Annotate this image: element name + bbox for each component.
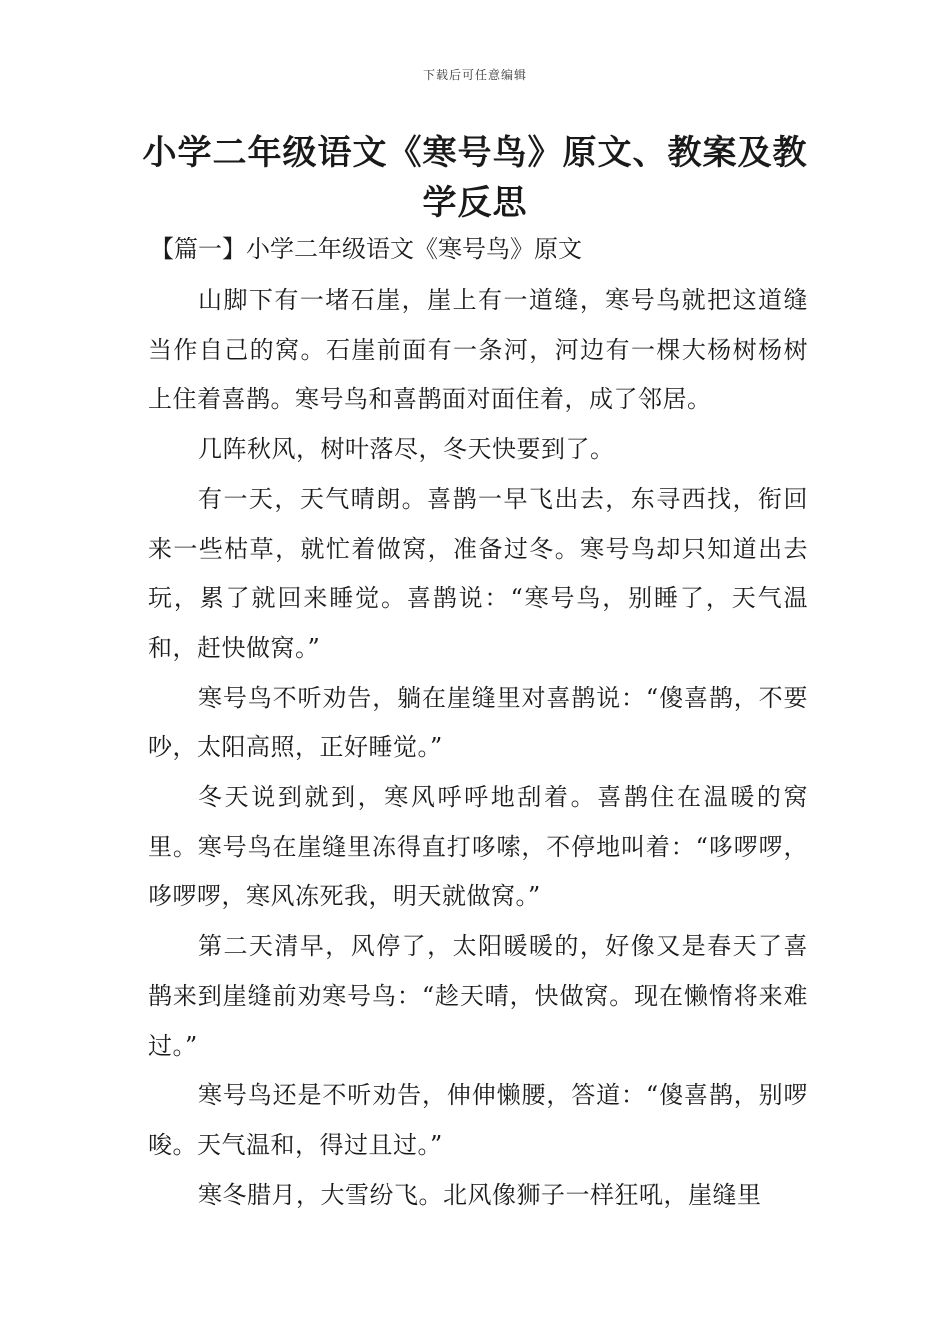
paragraph: 第二天清早，风停了，太阳暖暖的，好像又是春天了喜鹊来到崖缝前劝寒号鸟：“趁天晴，快做窝。现在懒惰将来难过。”: [148, 932, 808, 1060]
paragraph: 几阵秋风，树叶落尽，冬天快要到了。: [198, 435, 615, 464]
paragraph: 寒号鸟还是不听劝告，伸伸懒腰，答道：“傻喜鹊，别啰唆。天气温和，得过且过。”: [148, 1081, 808, 1159]
paragraph: 有一天，天气晴朗。喜鹊一早飞出去，东寻西找，衔回来一些枯草，就忙着做窝，准备过冬。寒号鸟却只知道出去玩，累了就回来睡觉。喜鹊说：“寒号鸟，别睡了，天气温和，赶快做窝。”: [148, 484, 808, 662]
paragraph: 山脚下有一堵石崖，崖上有一道缝，寒号鸟就把这道缝当作自己的窝。石崖前面有一条河，河边有一棵大杨树杨树上住着喜鹊。寒号鸟和喜鹊面对面住着，成了邻居。: [148, 286, 808, 414]
header-note: 下载后可任意编辑: [422, 68, 527, 82]
section-heading: 【篇一】小学二年级语文《寒号鸟》原文: [150, 235, 582, 263]
paragraph: 寒号鸟不听劝告，躺在崖缝里对喜鹊说：“傻喜鹊，不要吵，太阳高照，正好睡觉。”: [148, 683, 808, 762]
document-title: 小学二年级语文《寒号鸟》原文、教案及教学反思: [142, 133, 808, 223]
document-body: [148, 276, 808, 1220]
paragraph: 冬天说到就到，寒风呼呼地刮着。喜鹊住在温暖的窝里。寒号鸟在崖缝里冻得直打哆嗦，不停地叫着：“哆啰啰，哆啰啰，寒风冻死我，明天就做窝。”: [148, 783, 808, 911]
paragraph: 寒冬腊月，大雪纷飞。北风像狮子一样狂吼，崖缝里: [198, 1180, 762, 1209]
